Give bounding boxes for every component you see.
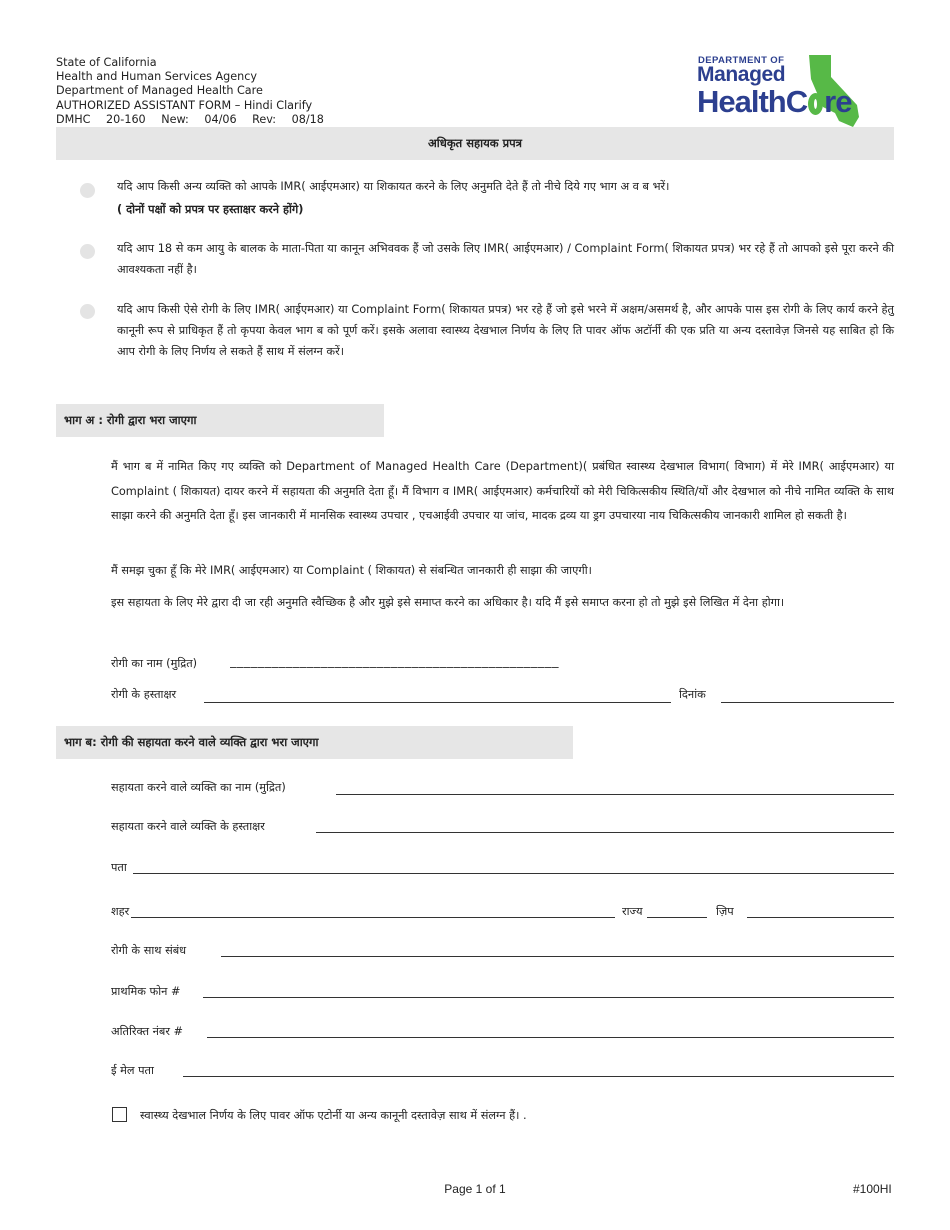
primary-phone-field[interactable]	[203, 997, 894, 998]
dmhc-logo	[697, 55, 895, 127]
city-label: शहर	[111, 905, 130, 918]
part-b-heading: भाग ब: रोगी की सहायता करने वाले व्यक्ति द्वारा भरा जाएगा	[64, 735, 319, 749]
email-field[interactable]	[183, 1076, 894, 1077]
logo-healthcare-text	[697, 84, 851, 120]
zip-label: ज़िप	[716, 905, 734, 918]
page-number: Page 1 of 1	[444, 1182, 506, 1196]
date-label: दिनांक	[679, 688, 706, 701]
logo-dept-text: DEPARTMENT OF	[698, 55, 785, 66]
header-revision: DMHC 20-160 New: 04/06 Rev: 08/18	[56, 112, 324, 126]
poa-attached-label: स्वास्थ्य देखभाल निर्णय के लिए पावर ऑफ एटोर्नी या अन्य कानूनी दस्तावेज़ साथ में संलग्न हैं। .	[140, 1109, 527, 1122]
instruction-bullet-1	[80, 183, 95, 198]
helper-name-field[interactable]	[336, 794, 894, 795]
helper-signature-label: सहायता करने वाले व्यक्ति के हस्ताक्षर	[111, 820, 265, 833]
header-line-department: Department of Managed Health Care	[56, 84, 263, 98]
header-line-state: State of California	[56, 56, 157, 69]
form-header	[56, 56, 324, 127]
state-label: राज्य	[622, 905, 643, 918]
logo-re-letters: re	[824, 84, 852, 119]
address-label: पता	[111, 861, 127, 874]
instruction-bullet-3	[80, 304, 95, 319]
patient-name-label: रोगी का नाम (मुद्रित)	[111, 657, 198, 670]
poa-attached-checkbox[interactable]	[112, 1107, 127, 1122]
patient-signature-label: रोगी के हस्ताक्षर	[111, 688, 177, 701]
logo-c-letter: C	[785, 84, 808, 119]
header-line-form-name: AUTHORIZED ASSISTANT FORM – Hindi Clarify	[56, 98, 313, 112]
instruction-1-note: ( दोनों पक्षों को प्रपत्र पर हस्ताक्षर करने होंगे)	[117, 203, 304, 216]
address-field[interactable]	[133, 873, 894, 874]
helper-signature-field[interactable]	[316, 832, 894, 833]
logo-managed-text: Managed	[697, 63, 786, 86]
instruction-2: यदि आप 18 से कम आयु के बालक के माता-पिता या कानून अभिववक हैं जो उसके लिए IMR( आईएमआर) / Complaint Form( शिकायत प्रपत्र) भर रहे हैं तो आपको इसे पूरा करने की आवश्यकता नहीं है।	[117, 242, 894, 276]
instruction-bullet-2	[80, 244, 95, 259]
additional-number-label: अतिरिक्त नंबर #	[111, 1025, 184, 1038]
form-title-banner	[56, 127, 894, 160]
form-code: #100HI	[853, 1182, 892, 1196]
additional-number-field[interactable]	[207, 1037, 894, 1038]
city-field[interactable]	[131, 917, 615, 918]
logo-heart-icon	[808, 93, 823, 115]
instruction-1: यदि आप किसी अन्य व्यक्ति को आपके IMR( आईएमआर) या शिकायत करने के लिए अनुमति देते हैं तो नीचे दिये गए भाग अ व ब भरें।	[117, 180, 670, 193]
patient-name-field[interactable]: _______________________________________________	[230, 654, 559, 669]
logo-health-word: Health	[697, 84, 786, 119]
relationship-label: रोगी के साथ संबंध	[111, 944, 187, 957]
patient-signature-field[interactable]	[204, 702, 671, 703]
header-line-agency: Health and Human Services Agency	[56, 70, 258, 84]
instruction-3: यदि आप किसी ऐसे रोगी के लिए IMR( आईएमआर) या Complaint Form( शिकायत प्रपत्र) भर रहे हैं जो इसे भरने में अक्षम/असमर्थ है, और आपके पास इस रोगी के लिए कार्य करने हेतु कानूनी रूप से प्राधिकृत हैं तो कृपया केवल भाग ब को पूर्ण करें। इसके अलावा स्वास्थ्य देखभाल निर्णय के लिए ति पावर ऑफ अटॉर्नी की एक प्रति या अन्य दस्तावेज़ जिनसे यह साबित हो कि आप रोगी के लिए निर्णय ले सकते हैं साथ में संलग्न करें।	[117, 303, 894, 358]
part-a-consent-paragraph: मैं भाग ब में नामित किए गए व्यक्ति को Department of Managed Health Care (Department)( प्रबंधित स्वास्थ्य देखभाल विभाग( विभाग) में मेरे IMR( आईएमआर) या Complaint ( शिकायत) दायर करने में सहायता की अनुमति देता हूँ। मैं विभाग व IMR( आईएमआर) कर्मचारियों को मेरी चिकित्सकीय स्थिति/यों और देखभाल को नीचे नामित व्यक्ति के साथ साझा करने की अनुमति देता हूँ। इस जानकारी में मानसिक स्वास्थ्य उपचार , एचआईवी उपचार या जांच, मादक द्रव्य या ड्रग उपचारया नाय चिकित्सकीय जानकारी शामिल हो सकती है।	[111, 460, 894, 522]
part-a-scope-paragraph: मैं समझ चुका हूँ कि मेरे IMR( आईएमआर) या Complaint ( शिकायत) से संबन्धित जानकारी ही साझा की जाएगी।	[111, 564, 592, 577]
zip-field[interactable]	[747, 917, 894, 918]
state-field[interactable]	[647, 917, 707, 918]
part-a-header	[56, 404, 384, 437]
relationship-field[interactable]	[221, 956, 894, 957]
date-field[interactable]	[721, 702, 894, 703]
email-label: ई मेल पता	[111, 1064, 154, 1077]
part-a-voluntary-paragraph: इस सहायता के लिए मेरे द्वारा दी जा रही अनुमति स्वैच्छिक है और मुझे इसे समाप्त करने का अधिकार है। यदि मैं इसे समाप्त करना हो तो मुझे इसे लिखित में देना होगा।	[111, 596, 785, 609]
form-title: अधिकृत सहायक प्रपत्र	[427, 136, 522, 150]
part-a-heading: भाग अ : रोगी द्वारा भरा जाएगा	[64, 413, 197, 427]
primary-phone-label: प्राथमिक फोन #	[111, 985, 181, 998]
part-b-header	[56, 726, 573, 759]
helper-name-label: सहायता करने वाले व्यक्ति का नाम (मुद्रित)	[111, 781, 286, 794]
